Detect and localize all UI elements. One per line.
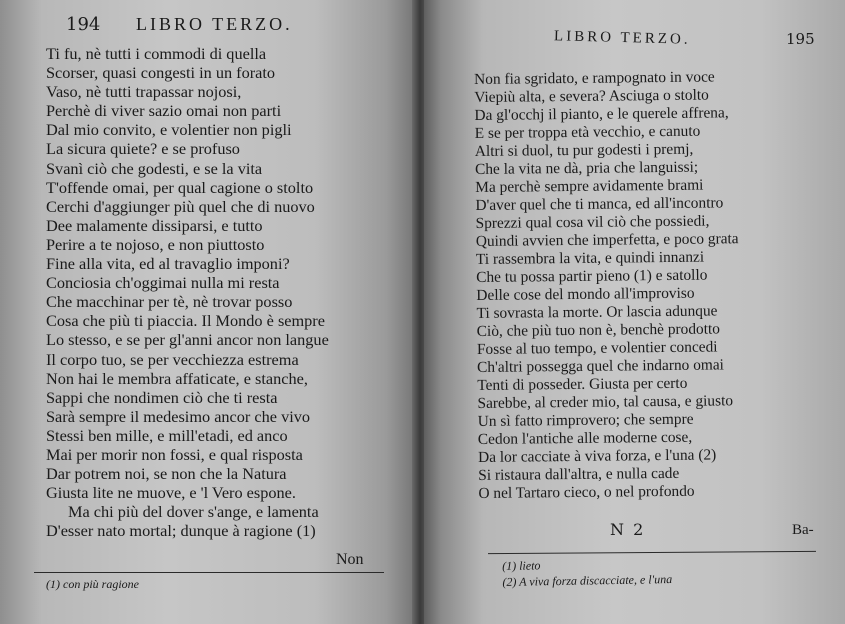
verse-line: Altri si duol, tu pur godesti i premj,	[474, 140, 694, 160]
verse-line: Che macchinar per tè, nè trovar posso	[46, 292, 293, 312]
verse-line: Mai per morir non fossi, e qual risposta	[46, 444, 303, 464]
verse-line: Sappi che nondimen ciò che ti resta	[46, 387, 278, 407]
catchword: Non	[336, 551, 364, 568]
left-page	[0, 0, 420, 624]
catchword: Ba-	[792, 522, 814, 538]
verse-line: Sarà sempre il medesimo ancor che vivo	[46, 406, 311, 426]
verse-line: Sprezzi qual cosa vil ciò che possiedi,	[475, 212, 710, 232]
footnote: (1) con più ragione	[46, 577, 139, 591]
verse-line: Che la vita ne dà, pria che languissi;	[474, 158, 699, 178]
verse-line: Fosse al tuo tempo, e volentier concedi	[476, 338, 718, 358]
footnote: (2) A viva forza discacciate, e l'una	[502, 572, 673, 589]
verse-line: Un sì fatto rimprovero; che sempre	[477, 410, 694, 430]
verse-line: Tenti di posseder. Giusta per certo	[477, 374, 688, 394]
verse-line: Ma perchè sempre avidamente brami	[475, 176, 704, 196]
verse-line: Lo stesso, e se per gl'anni ancor non langue	[46, 330, 329, 350]
verse-line: Dee malamente dissiparsi, e tutto	[46, 215, 263, 235]
footnote-rule	[488, 551, 816, 554]
verse-line: Ti sovrasta la morte. Or lascia adunque	[476, 302, 718, 322]
verse-line: Si ristaura dall'altra, e nulla cade	[478, 464, 680, 484]
footnotes	[502, 555, 672, 590]
verse-line: La sicura quiete? e se profuso	[46, 139, 240, 159]
verse-line: T'offende omai, per qual cagione o stolto	[46, 177, 314, 197]
verse-line: Vaso, nè tutti trapassar nojosi,	[46, 82, 242, 102]
verse-line: Il corpo tuo, se per vecchiezza estrema	[46, 349, 299, 369]
verse-line: Ti rassembra la vita, e quindi innanzi	[475, 248, 705, 268]
verse-text	[474, 68, 741, 503]
verse-line: Quindi avvien che imperfetta, e poco grata	[475, 230, 739, 250]
verse-line: Scorser, quasi congesti in un forato	[46, 63, 276, 83]
verse-line: Giusta lite ne muove, e 'l Vero espone.	[46, 483, 296, 503]
verse-line: Fine alla vita, ed al travaglio imponi?	[46, 254, 290, 274]
verse-line: Perire a te nojoso, e non piuttosto	[46, 234, 265, 254]
footnote-rule	[34, 572, 384, 573]
verse-line: Che tu possa partir pieno (1) e satollo	[476, 266, 708, 286]
page-number: 195	[786, 30, 815, 48]
verse-line: Ciò, che più tuo non è, benchè prodotto	[476, 320, 721, 340]
right-page	[424, 0, 845, 624]
verse-line: Non hai le membra affaticate, e stanche,	[46, 368, 308, 388]
verse-line: Svanì ciò che godesti, e se la vita	[46, 158, 263, 178]
footnote: (1) lieto	[502, 558, 541, 573]
verse-line: Viepiù alta, e severa? Asciuga o stolto	[474, 86, 709, 106]
verse-line: Delle cose del mondo all'improviso	[476, 284, 695, 304]
verse-line: Sarebbe, al creder mio, tal causa, e giusto	[477, 392, 734, 412]
verse-line: D'esser nato mortal; dunque à ragione (1)	[46, 521, 316, 541]
verse-line: Ma chi più del dover s'ange, e lamenta	[68, 502, 319, 522]
footnotes	[46, 577, 139, 592]
verse-line: Dal mio convito, e volentier non pigli	[46, 120, 292, 140]
verse-line: E se per troppa età vecchio, e canuto	[474, 122, 701, 142]
verse-line: Da lor cacciate à viva forza, e l'una (2)	[477, 446, 717, 466]
verse-line: Dar potrem noi, se non che la Natura	[46, 464, 287, 484]
verse-line: O nel Tartaro cieco, o nel profondo	[478, 482, 695, 502]
verse-text	[46, 44, 329, 540]
verse-line: Stessi ben mille, e mill'etadi, ed anco	[46, 425, 288, 445]
verse-line: Perchè di viver sazio omai non parti	[46, 101, 282, 121]
verse-line: Cerchi d'aggiunger più quel che di nuovo	[46, 196, 315, 216]
verse-line: Da gl'occhj il pianto, e le querele affrena,	[474, 104, 729, 124]
verse-line: Conciosia ch'oggimai nulla mi resta	[46, 273, 280, 293]
running-head: LIBRO TERZO.	[553, 28, 691, 48]
running-head: LIBRO TERZO.	[136, 14, 293, 34]
verse-line: Ti fu, nè tutti i commodi di quella	[46, 44, 267, 63]
verse-line: Cedon l'antiche alle moderne cose,	[477, 428, 693, 448]
verse-line: Ch'altri possegga quel che indarno omai	[477, 356, 725, 376]
verse-line: D'aver quel che ti manca, ed all'incontro	[475, 194, 724, 214]
verse-line: Non fia sgridato, e rampognato in voce	[474, 68, 715, 88]
verse-line: Cosa che più ti piaccia. Il Mondo è sempre	[46, 311, 325, 331]
page-number: 194	[66, 14, 101, 35]
signature-mark: N 2	[610, 520, 646, 539]
